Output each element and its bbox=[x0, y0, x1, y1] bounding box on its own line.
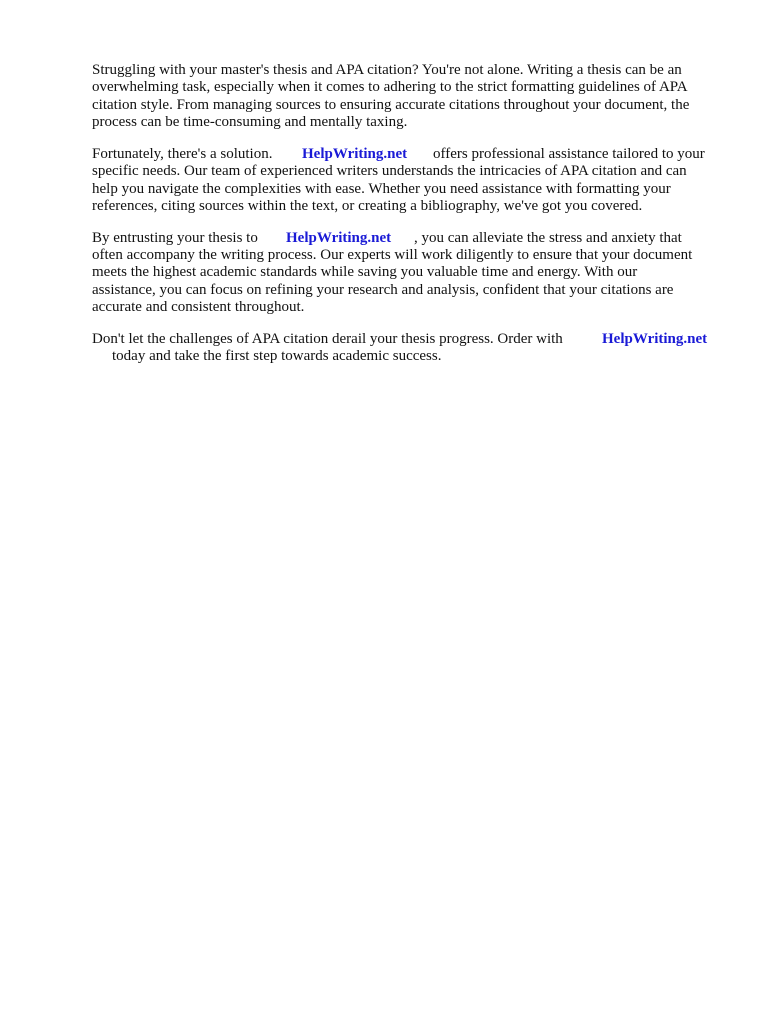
paragraph-3-line-1-before: By entrusting your thesis to bbox=[92, 230, 258, 246]
paragraph-1-line-3: citation style. From managing sources to ensuring accurate citations throughout your document, the bbox=[92, 97, 690, 113]
paragraph-4-line-2: today and take the first step towards academic success. bbox=[112, 348, 442, 364]
paragraph-2-line-3: help you navigate the complexities with ease. Whether you need assistance with formatting your bbox=[92, 181, 671, 197]
paragraph-2-line-1-before: Fortunately, there's a solution. bbox=[92, 146, 273, 162]
paragraph-3-line-2: often accompany the writing process. Our experts will work diligently to ensure that your document bbox=[92, 247, 693, 263]
paragraph-3-line-5: accurate and consistent throughout. bbox=[92, 299, 305, 315]
paragraph-3-line-4: assistance, you can focus on refining your research and analysis, confident that your citations are bbox=[92, 282, 674, 298]
paragraph-4-line-1-before: Don't let the challenges of APA citation derail your thesis progress. Order with bbox=[92, 331, 563, 347]
helpwriting-link-3[interactable]: HelpWriting.net bbox=[602, 331, 708, 347]
paragraph-1-line-4: process can be time-consuming and mentally taxing. bbox=[92, 114, 408, 130]
paragraph-2-line-1-after: offers professional assistance tailored to your bbox=[433, 146, 705, 162]
paragraph-1-line-2: overwhelming task, especially when it comes to adhering to the strict formatting guidelines of APA bbox=[92, 79, 688, 95]
paragraph-3-line-1-after: , you can alleviate the stress and anxiety that bbox=[414, 230, 682, 246]
paragraph-2-line-2: specific needs. Our team of experienced writers understands the intricacies of APA citation and can bbox=[92, 163, 687, 179]
paragraph-3-line-3: meets the highest academic standards while saving you valuable time and energy. With our bbox=[92, 264, 638, 280]
helpwriting-link-1[interactable]: HelpWriting.net bbox=[302, 146, 408, 162]
paragraph-2-line-4: references, citing sources within the text, or creating a bibliography, we've got you covered. bbox=[92, 198, 643, 214]
paragraph-1-line-1: Struggling with your master's thesis and APA citation? You're not alone. Writing a thesis can be an bbox=[92, 62, 682, 78]
helpwriting-link-2[interactable]: HelpWriting.net bbox=[286, 230, 392, 246]
